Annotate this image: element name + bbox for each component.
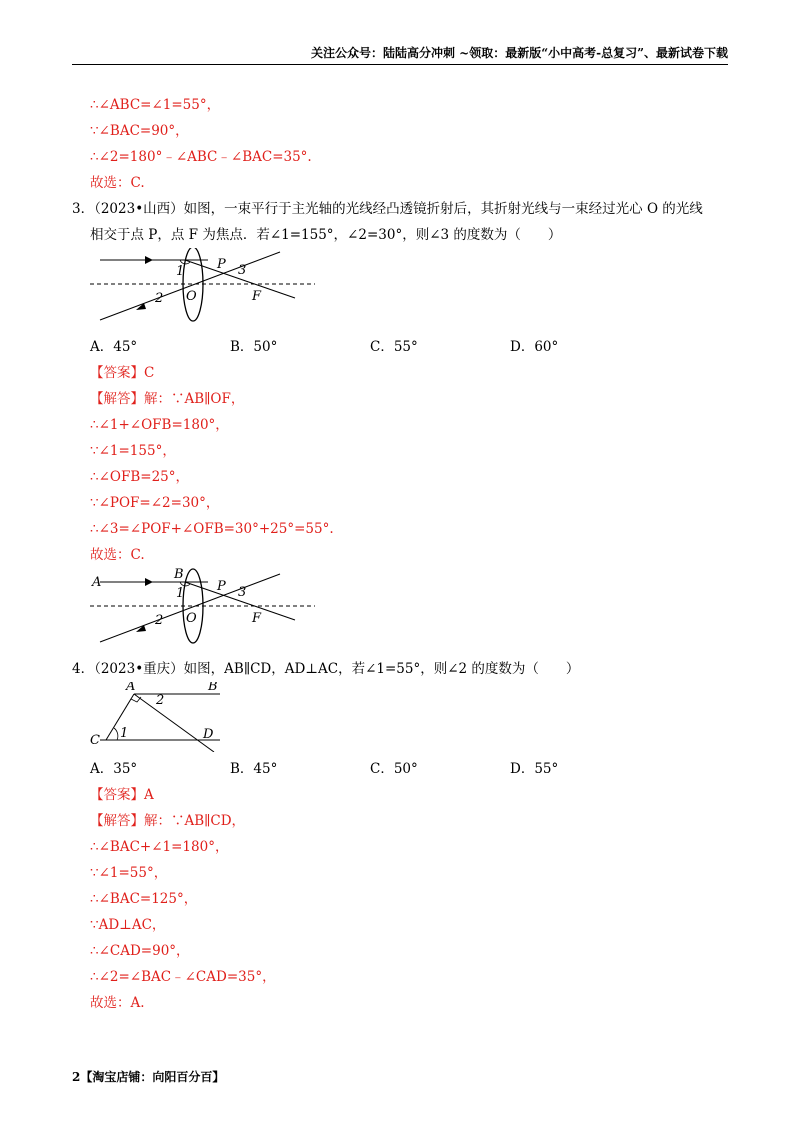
angle-1-label: 1 (176, 586, 185, 601)
answer-label: 【答案】A (90, 787, 154, 803)
point-o-label: O (186, 611, 197, 626)
solution-line: ∴∠BAC=125°， (90, 891, 198, 907)
lens-figure-2 (90, 568, 330, 652)
page-footer: 2【淘宝店铺：向阳百分百】 (72, 1070, 225, 1084)
angle-2-label: 2 (156, 693, 165, 708)
point-p-label: P (217, 579, 226, 594)
solution-line: 【解答】解：∵AB∥OF， (90, 391, 245, 407)
page-header: 关注公众号：陆陆高分冲刺 ~领取：最新版“小中高考-总复习”、最新试卷下载 (72, 44, 728, 65)
angle-2-label: 2 (155, 613, 164, 628)
angle-1-label: 1 (120, 726, 129, 741)
question-4-stem: 4．（2023•重庆）如图，AB∥CD，AD⊥AC，若∠1=55°，则∠2 的度数为（ ） (72, 661, 580, 677)
angle-2-label: 2 (155, 291, 164, 306)
question-3-stem-cont: 相交于点 P，点 F 为焦点．若∠1=155°，∠2=30°，则∠3 的度数为（ ） (90, 227, 562, 243)
point-d-label: D (203, 727, 214, 742)
solution-line: ∴∠2=180°﹣∠ABC﹣∠BAC=35°. (90, 149, 312, 165)
solution-line: ∴∠OFB=25°， (90, 469, 189, 485)
angle-1-label: 1 (176, 264, 185, 279)
point-f-label: F (252, 611, 262, 626)
option-a: A．45° (90, 339, 138, 355)
document-body (72, 92, 730, 1016)
solution-line: ∵∠1=55°， (90, 865, 168, 881)
solution-line: 故选：A. (90, 995, 145, 1011)
point-b-label: B (174, 568, 184, 582)
solution-line: ∵AD⊥AC， (90, 917, 166, 933)
point-p-label: P (217, 257, 226, 272)
parallel-lines-figure (90, 682, 270, 752)
answer-label: 【答案】C (90, 365, 155, 381)
solution-line: 故选：C. (90, 175, 145, 191)
point-a-label: A (92, 575, 102, 590)
question-3-stem: 3．（2023•山西）如图，一束平行于主光轴的光线经凸透镜折射后，其折射光线与一束经过光心 O 的光线 (72, 201, 703, 217)
question-4-options (90, 756, 730, 782)
point-o-label: O (186, 289, 197, 304)
solution-line: ∴∠1+∠OFB=180°， (90, 417, 229, 433)
option-b: B．45° (230, 761, 278, 777)
solution-line: ∴∠CAD=90°， (90, 943, 190, 959)
solution-line: 故选：C. (90, 547, 145, 563)
option-c: C．50° (370, 761, 418, 777)
solution-line: ∴∠BAC+∠1=180°， (90, 839, 229, 855)
point-b-label: B (208, 682, 218, 694)
solution-line: ∴∠ABC=∠1=55°， (90, 97, 221, 113)
option-b: B．50° (230, 339, 278, 355)
question-3-options (90, 334, 730, 360)
solution-line: ∵∠BAC=90°， (90, 123, 189, 139)
option-d: D．55° (510, 761, 559, 777)
solution-line: ∵∠1=155°， (90, 443, 176, 459)
angle-3-label: 3 (238, 263, 247, 278)
option-d: D．60° (510, 339, 559, 355)
solution-line: ∵∠POF=∠2=30°， (90, 495, 220, 511)
point-f-label: F (252, 289, 262, 304)
point-a-label: A (126, 682, 136, 694)
point-c-label: C (90, 733, 100, 748)
option-a: A．35° (90, 761, 138, 777)
solution-line: ∴∠2=∠BAC﹣∠CAD=35°， (90, 969, 276, 985)
solution-line: 【解答】解：∵AB∥CD， (90, 813, 246, 829)
lens-figure-1 (90, 248, 330, 330)
solution-line: ∴∠3=∠POF+∠OFB=30°+25°=55°. (90, 521, 334, 537)
option-c: C．55° (370, 339, 418, 355)
angle-3-label: 3 (238, 585, 247, 600)
